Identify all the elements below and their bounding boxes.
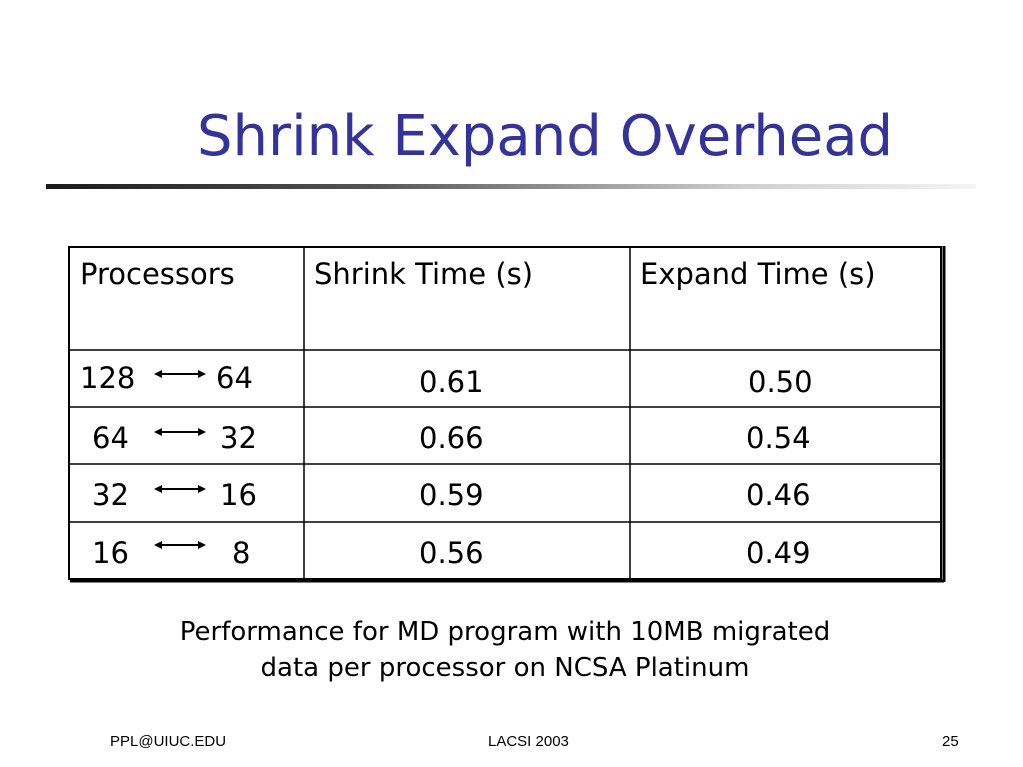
overhead-table <box>68 246 942 580</box>
header-expand-time: Expand Time (s) <box>640 257 876 291</box>
expand-time-value: 0.54 <box>746 421 811 455</box>
caption-line-1: Performance for MD program with 10MB migrated <box>179 617 831 647</box>
shrink-time-value: 0.61 <box>419 365 484 399</box>
processors-from: 128 <box>80 361 136 395</box>
header-processors: Processors <box>80 257 235 291</box>
expand-time-value: 0.50 <box>748 365 813 399</box>
header-shrink-time: Shrink Time (s) <box>314 257 534 291</box>
processors-to: 32 <box>220 421 257 455</box>
processors-to: 8 <box>232 536 251 570</box>
double-headed-arrow-icon <box>154 368 206 380</box>
processors-to: 16 <box>220 478 257 512</box>
expand-time-value: 0.46 <box>746 478 811 512</box>
double-headed-arrow-icon <box>154 426 206 438</box>
table-grid <box>68 246 948 586</box>
shrink-time-value: 0.59 <box>419 478 484 512</box>
slide-title: Shrink Expand Overhead <box>197 104 894 169</box>
shrink-time-value: 0.56 <box>419 536 484 570</box>
processors-from: 64 <box>92 421 129 455</box>
processors-from: 32 <box>92 478 129 512</box>
footer-left: PPL@UIUC.EDU <box>110 733 227 750</box>
page-number: 25 <box>942 733 959 750</box>
caption-line-2: data per processor on NCSA Platinum <box>260 653 750 683</box>
double-headed-arrow-icon <box>154 539 206 551</box>
double-headed-arrow-icon <box>154 483 206 495</box>
processors-to: 64 <box>216 361 253 395</box>
shrink-time-value: 0.66 <box>419 421 484 455</box>
processors-from: 16 <box>92 536 129 570</box>
expand-time-value: 0.49 <box>746 536 811 570</box>
footer-center: LACSI 2003 <box>488 733 569 750</box>
title-divider <box>46 184 976 189</box>
table-caption <box>0 614 1010 686</box>
